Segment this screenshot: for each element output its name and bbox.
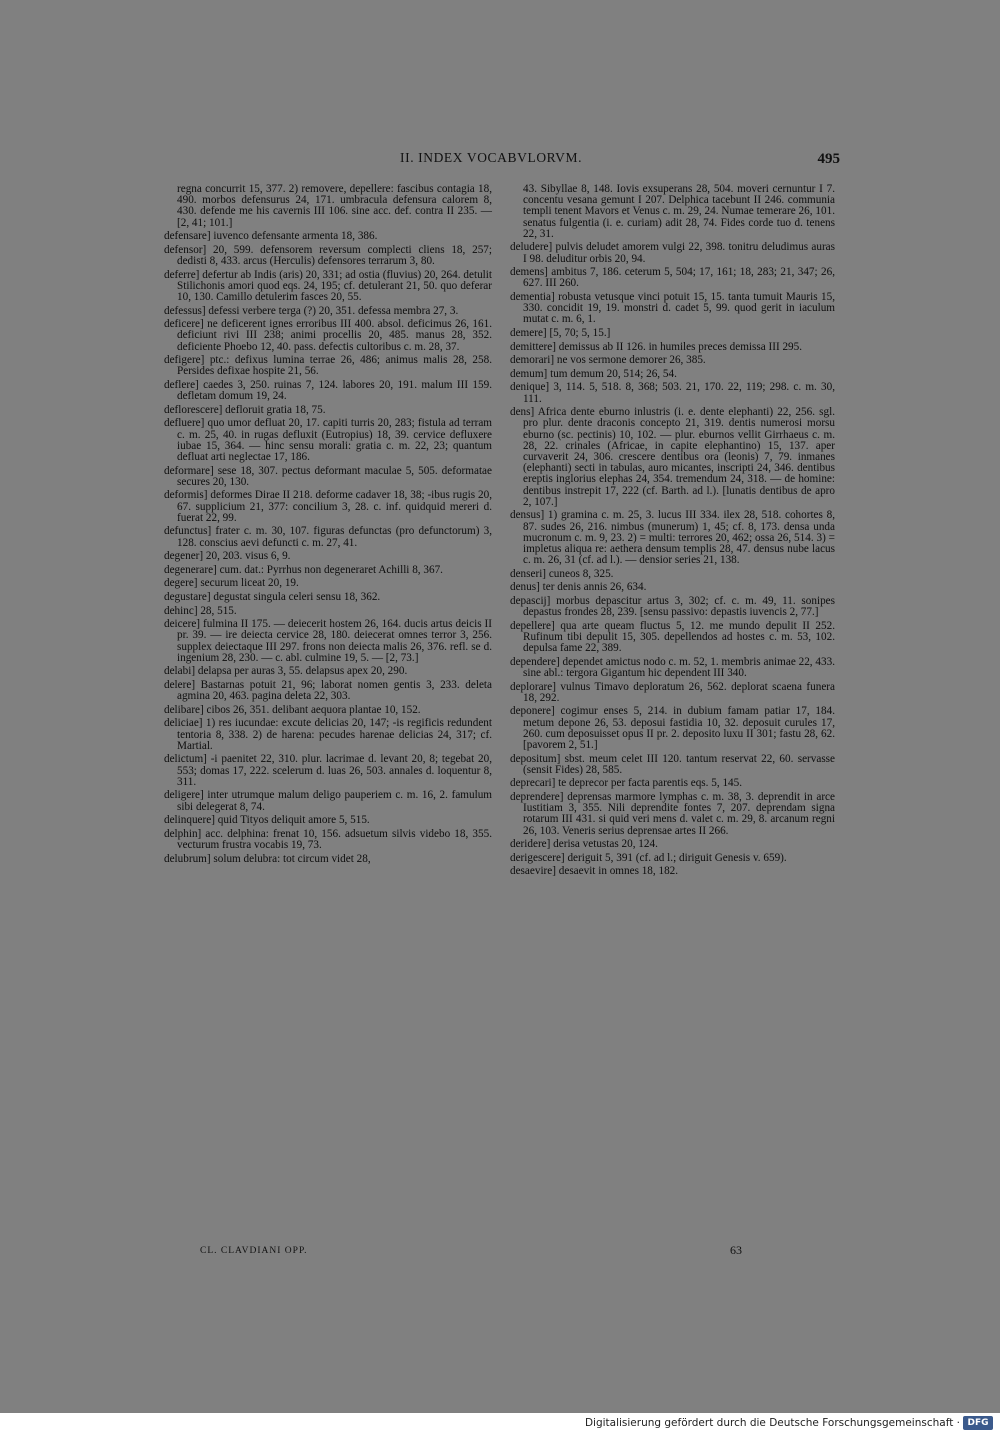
digitization-banner [0,1413,1000,1434]
index-entry: degenerare] cum. dat.: Pyrrhus non degeneraret Achilli 8, 367. [164,563,443,576]
running-header-title: II. INDEX VOCABVLORVM. [400,150,583,165]
index-entry: dehinc] 28, 515. [164,604,237,617]
index-entry: denique] 3, 114. 5, 518. 8, 368; 503. 21, 170. 22, 119; 298. c. m. 30, 111. [510,381,835,405]
index-entry: dementia] robusta vetusque vinci potuit 15, 15. tanta tumuit Mauris 15, 330. concidit 19, 19. monstri d. cadet 5, 99. quod gerit in iaculum mutat c. m. 6, 1. [510,291,835,326]
index-entry: demorari] ne vos sermone demorer 26, 385. [510,354,706,367]
index-entry: depascij] morbus depascitur artus 3, 302; cf. c. m. 49, 11. sonipes depastus frondes 28, 239. [sensu passivo: depastis iuvencis 2, 77.] [510,594,835,619]
index-entry: delphin] acc. delphina: frenat 10, 156. adsuetum silvis videbo 18, 355. vecturum frustra vocabis 19, 73. [164,827,492,851]
index-entry: demum] tum demum 20, 514; 26, 54. [510,367,677,380]
index-entry: demittere] demissus ab II 126. in humiles preces demissa III 295. [510,340,803,353]
right-column [510,184,835,880]
index-entry: densus] 1) gramina c. m. 25, 3. lucus III 334. ilex 28, 518. cohortes 8, 87. sudes 26, 216. nimbus (munerum) 1, 45; cf. 8, 173. densa unda mucronum c. m. 9, 23. 2) = multi: terrores 20, 462; ossa 26, 514. 3) = impletus aliqua re: aethera densum templis 28, 47. densus nube lacus c. m. 26, 31 (cf. ad l.). — densior series 21, 138. [510,509,835,567]
index-entry: delibare] cibos 26, 351. delibant aequora plantae 10, 152. [164,703,421,716]
index-entry: delictum] -i paenitet 22, 310. plur. lacrimae d. levant 20, 8; tegebat 20, 553; domas 17, 222. scelerum d. luas 26, 503. annales d. loquentur 8, 311. [164,753,492,788]
index-entry: dependere] dependet amictus nodo c. m. 52, 1. membris animae 22, 433. sine abl.: tergora Gigantum hic dependent III 340. [510,655,835,679]
page-number: 495 [817,151,840,167]
index-entry: depositum] sbst. meum celet III 120. tantum reservat 22, 60. servasse (sensit Fides) 28, 585. [510,752,835,776]
index-entry: deludere] pulvis deludet amorem vulgi 22, 398. tonitru deludimus auras I 98. deluditur orbis 20, 94. [510,241,835,265]
index-entry: deformare] sese 18, 307. pectus deformant maculae 5, 505. deformatae secures 20, 130. [164,464,492,488]
index-entry: deplorare] vulnus Timavo deploratum 26, 562. deplorat scaena funera 18, 292. [510,680,835,704]
index-entry: delinquere] quid Tityos deliquit amore 5, 515. [164,814,370,827]
index-entry: demens] ambitus 7, 186. ceterum 5, 504; 17, 161; 18, 283; 21, 347; 26, 627. III 260. [510,266,835,290]
left-column [164,184,492,867]
index-entry: defunctus] frater c. m. 30, 107. figuras defunctas (pro defunctorum) 3, 128. conscius aevi defuncti c. m. 27, 41. [164,525,492,549]
index-entry: denseri] cuneos 8, 325. [510,567,614,580]
index-entry: 43. Sibyllae 8, 148. Iovis exsuperans 28, 504. moveri cernuntur I 7. concentu vesana gemunt I 207. Delphica tacebunt II 246. communia templi tenent Mavors et Venus c. m. 29, 24. Numae temerare 26, 101. senatus fulgentia (i. e. curiam) adit 28, 74. Fides corde tuo d. tenens 22, 31. [523,183,835,240]
dfg-logo: DFG [963,1416,993,1430]
index-entry: deligere] inter utrumque malum deligo pauperiem c. m. 16, 2. famulum sibi delegerat 8, 74. [164,789,492,813]
index-entry: delubrum] solum delubra: tot circum videt 28, [164,852,371,865]
index-entry: degener] 20, 203. visus 6, 9. [164,550,291,563]
index-entry: defigere] ptc.: defixus lumina terrae 26, 486; animus malis 28, 258. Persides defixae hospite 21, 56. [164,354,492,378]
funding-notice: Digitalisierung gefördert durch die Deutsche Forschungsgemeinschaft · [584,1417,960,1429]
index-entry: deprecari] te deprecor per facta parentis eqs. 5, 145. [510,777,743,790]
index-entry: degustare] degustat singula celeri sensu 18, 362. [164,590,381,603]
index-entry: deflere] caedes 3, 250. ruinas 7, 124. labores 20, 191. malum III 159. defletam domum 19, 24. [164,378,492,403]
index-entry: derigescere] deriguit 5, 391 (cf. ad l.; diriguit Genesis v. 659). [510,851,787,864]
index-entry: desaevire] desaevit in omnes 18, 182. [510,865,679,878]
index-entry: denus] ter denis annis 26, 634. [510,581,647,594]
index-entry: deprendere] deprensas marmore lymphas c. m. 38, 3. deprendit in arce Iustitiam 3, 355. Nili deprendite fontes 7, 207. deprendam signa rotarum III 431. si quid veri mens d. valet c. m. 29, 8. arcanum regni 26, 103. Veneris serius deprensae artes II 266. [510,790,835,837]
index-entry: deicere] fulmina II 175. — deiecerit hostem 26, 164. ducis artus deicis II pr. 39. — ire deiecta cervice 28, 180. deiecerat omnes terror 3, 256. supplex deiectaque III 297. frons non deiecta malis 26, 376. refl. se d. ingenium 28, 230. — c. abl. culmine 19, 5. — [2, 73.] [164,618,492,664]
index-entry: defensor] 20, 599. defensorem reversum complecti cliens 18, 257; dedisti 8, 433. arcus (Herculis) defensores terrarum 3, 80. [164,243,492,267]
index-entry: deferre] defertur ab Indis (aris) 20, 331; ad ostia (fluvius) 20, 264. detulit Stilichonis amori quod eqs. 24, 195; cf. detulerant 21, 50. quo deferar 10, 130. Camillo detulerim fasces 20, 55. [164,268,492,303]
index-entry: depellere] qua arte queam fluctus 5, 12. me mundo depulit II 252. Rufinum tibi depulit 15, 305. depellendos ad hostes c. m. 53, 102. depulsa fame 22, 389. [510,619,835,655]
index-entry: degere] securum liceat 20, 19. [164,577,299,590]
index-entry: deficere] ne deficerent ignes erroribus III 400. absol. deficimus 26, 161. deficiunt rivi III 238; animi procellis 20, 485. manus 28, 352. deficiente Phoebo 12, 40. pass. defectis cultoribus c. m. 28, 37. [164,318,492,353]
gathering-number: 63 [730,1243,742,1257]
index-entry: deflorescere] defloruit gratia 18, 75. [164,403,326,416]
index-entry: deponere] cogimur enses 5, 214. in dubium famam patiar 17, 184. metum depone 26, 53. deposui fastidia 10, 32. deposuit curules 17, 260. cum deposuisset opus II pr. 2. deposito luxu II 301; fastu 28, 62. [pavorem 2, 51.] [510,705,835,751]
index-entry: defessus] defessi verbere terga (?) 20, 351. defessa membra 27, 3. [164,304,459,317]
index-entry: deformis] deformes Dirae II 218. deforme cadaver 18, 38; -ibus rugis 20, 67. supplicium 21, 377: concilium 3, 28. c. inf. quidquid mereri d. fuerat 22, 99. [164,489,492,524]
index-entry: delabi] delapsa per auras 3, 55. delapsus apex 20, 290. [164,665,408,678]
index-entry: deliciae] 1) res iucundae: excute delicias 20, 147; -is regificis redundent tentoria 8, 338. 2) de harena: pecudes harenae delicias 24, 317; cf. Martial. [164,717,492,752]
index-entry: regna concurrit 15, 377. 2) removere, depellere: fascibus contagia 18, 490. morbos defensurus 24, 171. umbracula defensura calorem 8, 430. defende me his cavernis III 106. sine acc. def. contra II 235. — [2, 41; 101.] [177,183,492,229]
index-entry: dens] Africa dente eburno inlustris (i. e. dente elephanti) 22, 256. sgl. pro plur. dente draconis concepto 21, 319. dentis numerosi morsu eburno (sc. pectinis) 10, 102. — plur. eburnos vellit Girrhaeus c. m. 28, 22. crinales (Africae, in capite elephantino) 15, 137. aper curvaverit 24, 306. crescere dentibus ora (leonis) 7, 79. inmanes (elephanti) secti in tabulas, auro micantes, inscripti 24, 346. dentibus ereptis inglorius elephas 24, 354. tremendum 24, 318. — de homine: dentibus instrepit 17, 222 (cf. Barth. ad l.). [lunatis dentibus de apro 2, 107.] [510,406,835,508]
signature-mark: CL. CLAVDIANI OPP. [200,1246,308,1256]
index-entry: delere] Bastarnas potuit 21, 96; laborat nomen gentis 3, 233. deleta agmina 20, 463. pagina deleta 22, 303. [164,678,492,703]
index-entry: defluere] quo umor defluat 20, 17. capiti turris 20, 283; fistula ad terram c. m. 25, 40. in rugas defluxit (Eutropius) 18, 39. cervice defluxere iubae 15, 364. — hinc sensu morali: gratia c. m. 22, 23; quantum defluat arti neglectae 17, 186. [164,417,492,463]
index-entry: demere] [5, 70; 5, 15.] [510,327,611,339]
index-entry: deridere] derisa vetustas 20, 124. [510,838,658,851]
index-entry: defensare] iuvenco defensante armenta 18, 386. [164,230,378,243]
